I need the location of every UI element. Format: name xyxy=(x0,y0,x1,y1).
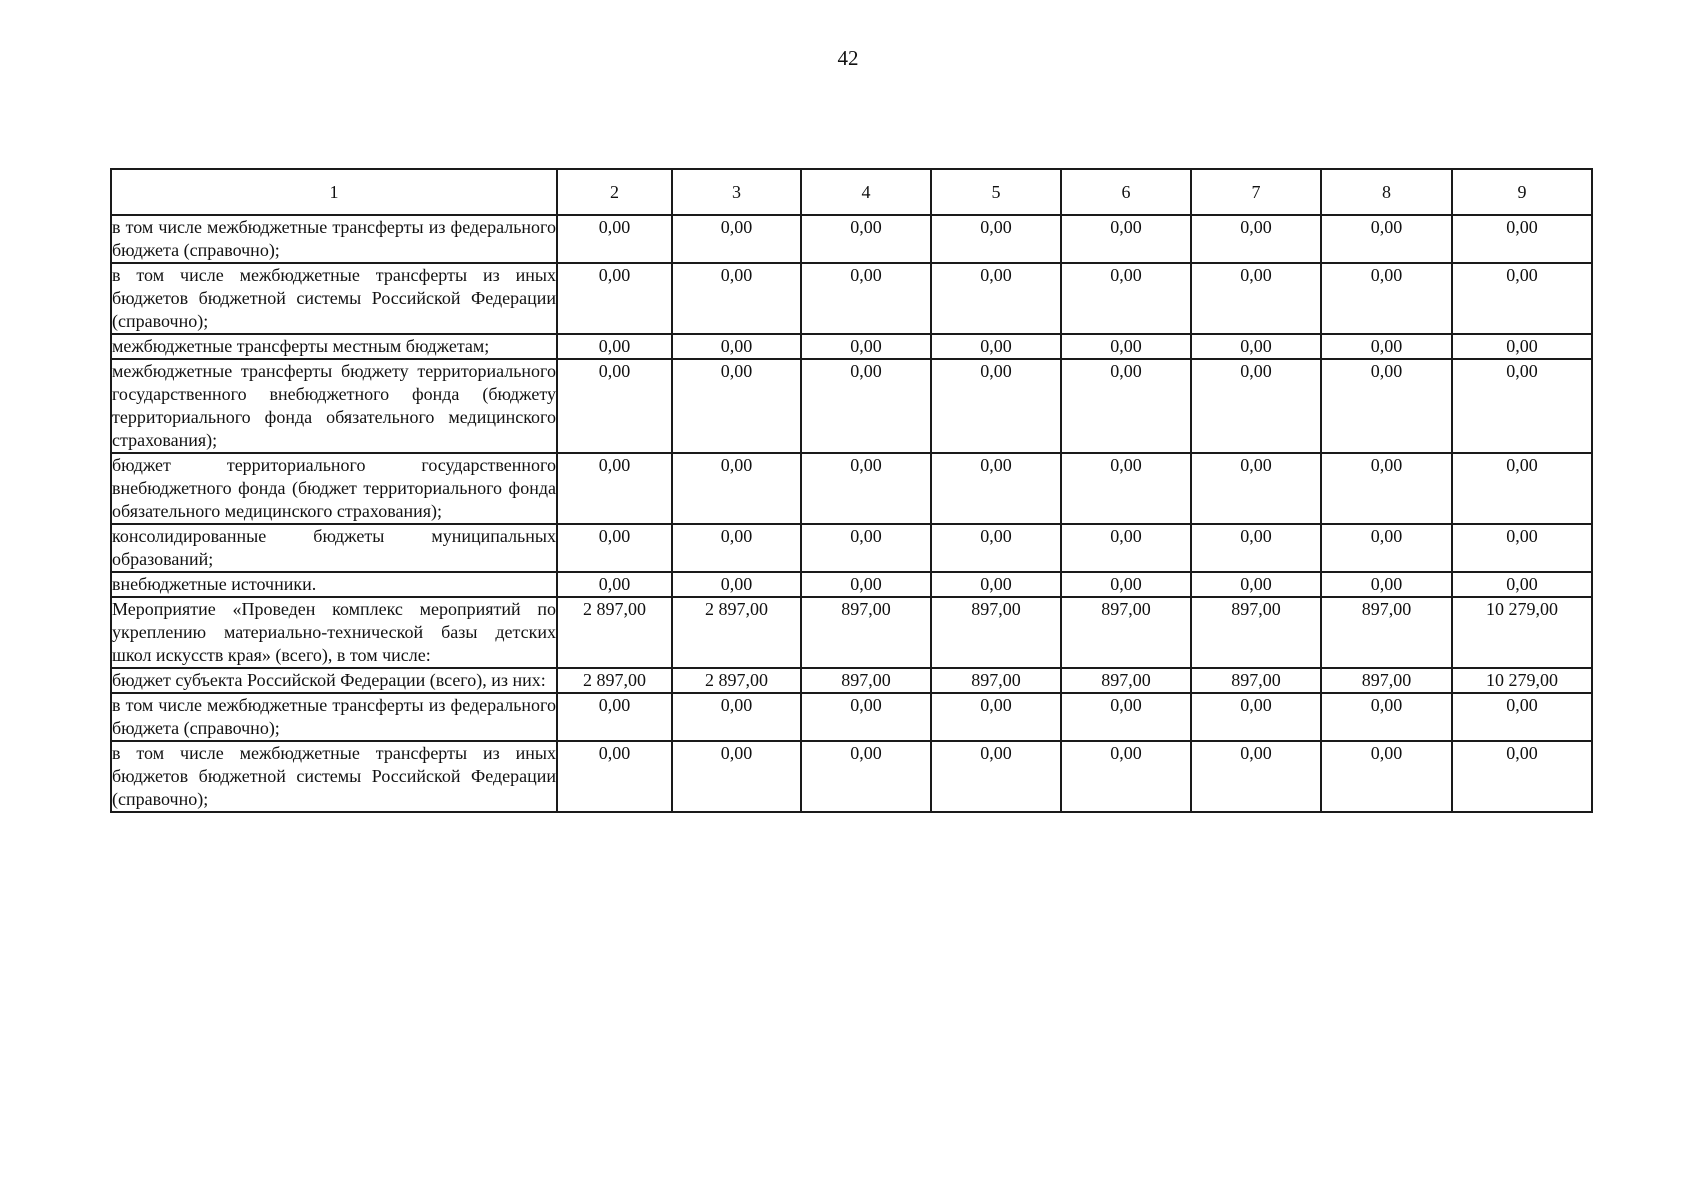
value-cell: 0,00 xyxy=(801,524,931,572)
value-cell: 0,00 xyxy=(1452,334,1592,359)
value-cell: 897,00 xyxy=(931,597,1061,668)
value-cell: 897,00 xyxy=(1321,668,1452,693)
value-cell: 0,00 xyxy=(931,263,1061,334)
value-cell: 0,00 xyxy=(1061,334,1191,359)
value-cell: 0,00 xyxy=(557,215,672,263)
row-description: в том числе межбюджетные трансферты из иных бюджетов бюджетной системы Российской Федерации (справочно); xyxy=(111,263,557,334)
value-cell: 0,00 xyxy=(557,359,672,453)
row-description: внебюджетные источники. xyxy=(111,572,557,597)
table-row xyxy=(111,668,1592,693)
row-description: консолидированные бюджеты муниципальных образований; xyxy=(111,524,557,572)
value-cell: 0,00 xyxy=(672,572,801,597)
row-description: в том числе межбюджетные трансферты из иных бюджетов бюджетной системы Российской Федерации (справочно); xyxy=(111,741,557,812)
value-cell: 0,00 xyxy=(801,359,931,453)
value-cell: 10 279,00 xyxy=(1452,597,1592,668)
value-cell: 0,00 xyxy=(1061,215,1191,263)
table-row xyxy=(111,524,1592,572)
value-cell: 0,00 xyxy=(672,359,801,453)
table-row xyxy=(111,359,1592,453)
value-cell: 0,00 xyxy=(1321,263,1452,334)
row-description: межбюджетные трансферты местным бюджетам; xyxy=(111,334,557,359)
value-cell: 897,00 xyxy=(1191,668,1321,693)
value-cell: 0,00 xyxy=(931,693,1061,741)
header-row xyxy=(111,169,1592,215)
value-cell: 0,00 xyxy=(801,263,931,334)
table-row xyxy=(111,334,1592,359)
value-cell: 897,00 xyxy=(1321,597,1452,668)
value-cell: 0,00 xyxy=(1321,334,1452,359)
value-cell: 0,00 xyxy=(1061,359,1191,453)
value-cell: 897,00 xyxy=(1061,668,1191,693)
value-cell: 0,00 xyxy=(801,741,931,812)
table-row xyxy=(111,693,1592,741)
value-cell: 0,00 xyxy=(557,453,672,524)
value-cell: 0,00 xyxy=(1452,524,1592,572)
value-cell: 0,00 xyxy=(672,741,801,812)
value-cell: 0,00 xyxy=(1452,741,1592,812)
value-cell: 0,00 xyxy=(1061,741,1191,812)
value-cell: 2 897,00 xyxy=(557,597,672,668)
column-header: 8 xyxy=(1321,169,1452,215)
column-header: 7 xyxy=(1191,169,1321,215)
value-cell: 0,00 xyxy=(931,741,1061,812)
value-cell: 0,00 xyxy=(672,215,801,263)
value-cell: 0,00 xyxy=(1061,263,1191,334)
value-cell: 0,00 xyxy=(1321,693,1452,741)
value-cell: 0,00 xyxy=(1191,572,1321,597)
budget-table xyxy=(110,168,1593,813)
value-cell: 0,00 xyxy=(672,263,801,334)
row-description: в том числе межбюджетные трансферты из федерального бюджета (справочно); xyxy=(111,693,557,741)
value-cell: 0,00 xyxy=(1452,453,1592,524)
column-header: 5 xyxy=(931,169,1061,215)
value-cell: 0,00 xyxy=(557,334,672,359)
value-cell: 0,00 xyxy=(557,572,672,597)
value-cell: 0,00 xyxy=(1191,215,1321,263)
value-cell: 0,00 xyxy=(1061,572,1191,597)
value-cell: 2 897,00 xyxy=(672,597,801,668)
value-cell: 0,00 xyxy=(801,572,931,597)
value-cell: 0,00 xyxy=(557,741,672,812)
page-number: 42 xyxy=(837,46,859,70)
value-cell: 0,00 xyxy=(1191,334,1321,359)
table-row xyxy=(111,263,1592,334)
value-cell: 10 279,00 xyxy=(1452,668,1592,693)
value-cell: 0,00 xyxy=(801,453,931,524)
value-cell: 897,00 xyxy=(1061,597,1191,668)
value-cell: 0,00 xyxy=(1061,693,1191,741)
value-cell: 0,00 xyxy=(1452,215,1592,263)
row-description: бюджет субъекта Российской Федерации (всего), из них: xyxy=(111,668,557,693)
column-header: 3 xyxy=(672,169,801,215)
row-description: в том числе межбюджетные трансферты из федерального бюджета (справочно); xyxy=(111,215,557,263)
row-description: Мероприятие «Проведен комплекс мероприятий по укреплению материально-технической базы детских школ искусств края» (всего), в том числе: xyxy=(111,597,557,668)
column-header: 4 xyxy=(801,169,931,215)
column-header: 6 xyxy=(1061,169,1191,215)
value-cell: 0,00 xyxy=(557,263,672,334)
value-cell: 0,00 xyxy=(672,524,801,572)
value-cell: 0,00 xyxy=(672,334,801,359)
value-cell: 0,00 xyxy=(1061,524,1191,572)
value-cell: 897,00 xyxy=(801,668,931,693)
value-cell: 0,00 xyxy=(1321,215,1452,263)
value-cell: 0,00 xyxy=(801,693,931,741)
value-cell: 897,00 xyxy=(801,597,931,668)
value-cell: 2 897,00 xyxy=(672,668,801,693)
table-row xyxy=(111,597,1592,668)
value-cell: 0,00 xyxy=(801,334,931,359)
value-cell: 0,00 xyxy=(1452,263,1592,334)
value-cell: 0,00 xyxy=(931,334,1061,359)
value-cell: 0,00 xyxy=(931,453,1061,524)
value-cell: 0,00 xyxy=(1191,359,1321,453)
column-header: 2 xyxy=(557,169,672,215)
value-cell: 0,00 xyxy=(931,572,1061,597)
value-cell: 0,00 xyxy=(1061,453,1191,524)
row-description: бюджет территориального государственного внебюджетного фонда (бюджет территориального фонда обязательного медицинского страхования); xyxy=(111,453,557,524)
value-cell: 0,00 xyxy=(1191,524,1321,572)
value-cell: 0,00 xyxy=(1321,453,1452,524)
value-cell: 0,00 xyxy=(1321,741,1452,812)
table-row xyxy=(111,453,1592,524)
value-cell: 0,00 xyxy=(557,693,672,741)
column-header: 1 xyxy=(111,169,557,215)
value-cell: 0,00 xyxy=(1452,572,1592,597)
value-cell: 0,00 xyxy=(557,524,672,572)
column-header: 9 xyxy=(1452,169,1592,215)
table-row xyxy=(111,572,1592,597)
value-cell: 897,00 xyxy=(1191,597,1321,668)
table-row xyxy=(111,215,1592,263)
value-cell: 0,00 xyxy=(931,524,1061,572)
value-cell: 0,00 xyxy=(1321,572,1452,597)
value-cell: 0,00 xyxy=(801,215,931,263)
value-cell: 0,00 xyxy=(1191,741,1321,812)
value-cell: 0,00 xyxy=(1191,693,1321,741)
table-row xyxy=(111,741,1592,812)
value-cell: 0,00 xyxy=(1191,263,1321,334)
value-cell: 0,00 xyxy=(672,453,801,524)
value-cell: 0,00 xyxy=(931,359,1061,453)
value-cell: 0,00 xyxy=(672,693,801,741)
value-cell: 897,00 xyxy=(931,668,1061,693)
value-cell: 0,00 xyxy=(1452,693,1592,741)
value-cell: 0,00 xyxy=(1452,359,1592,453)
value-cell: 0,00 xyxy=(1191,453,1321,524)
value-cell: 0,00 xyxy=(931,215,1061,263)
value-cell: 0,00 xyxy=(1321,359,1452,453)
value-cell: 0,00 xyxy=(1321,524,1452,572)
value-cell: 2 897,00 xyxy=(557,668,672,693)
row-description: межбюджетные трансферты бюджету территориального государственного внебюджетного фонда (бюджету территориального фонда обязательного медицинского страхования); xyxy=(111,359,557,453)
